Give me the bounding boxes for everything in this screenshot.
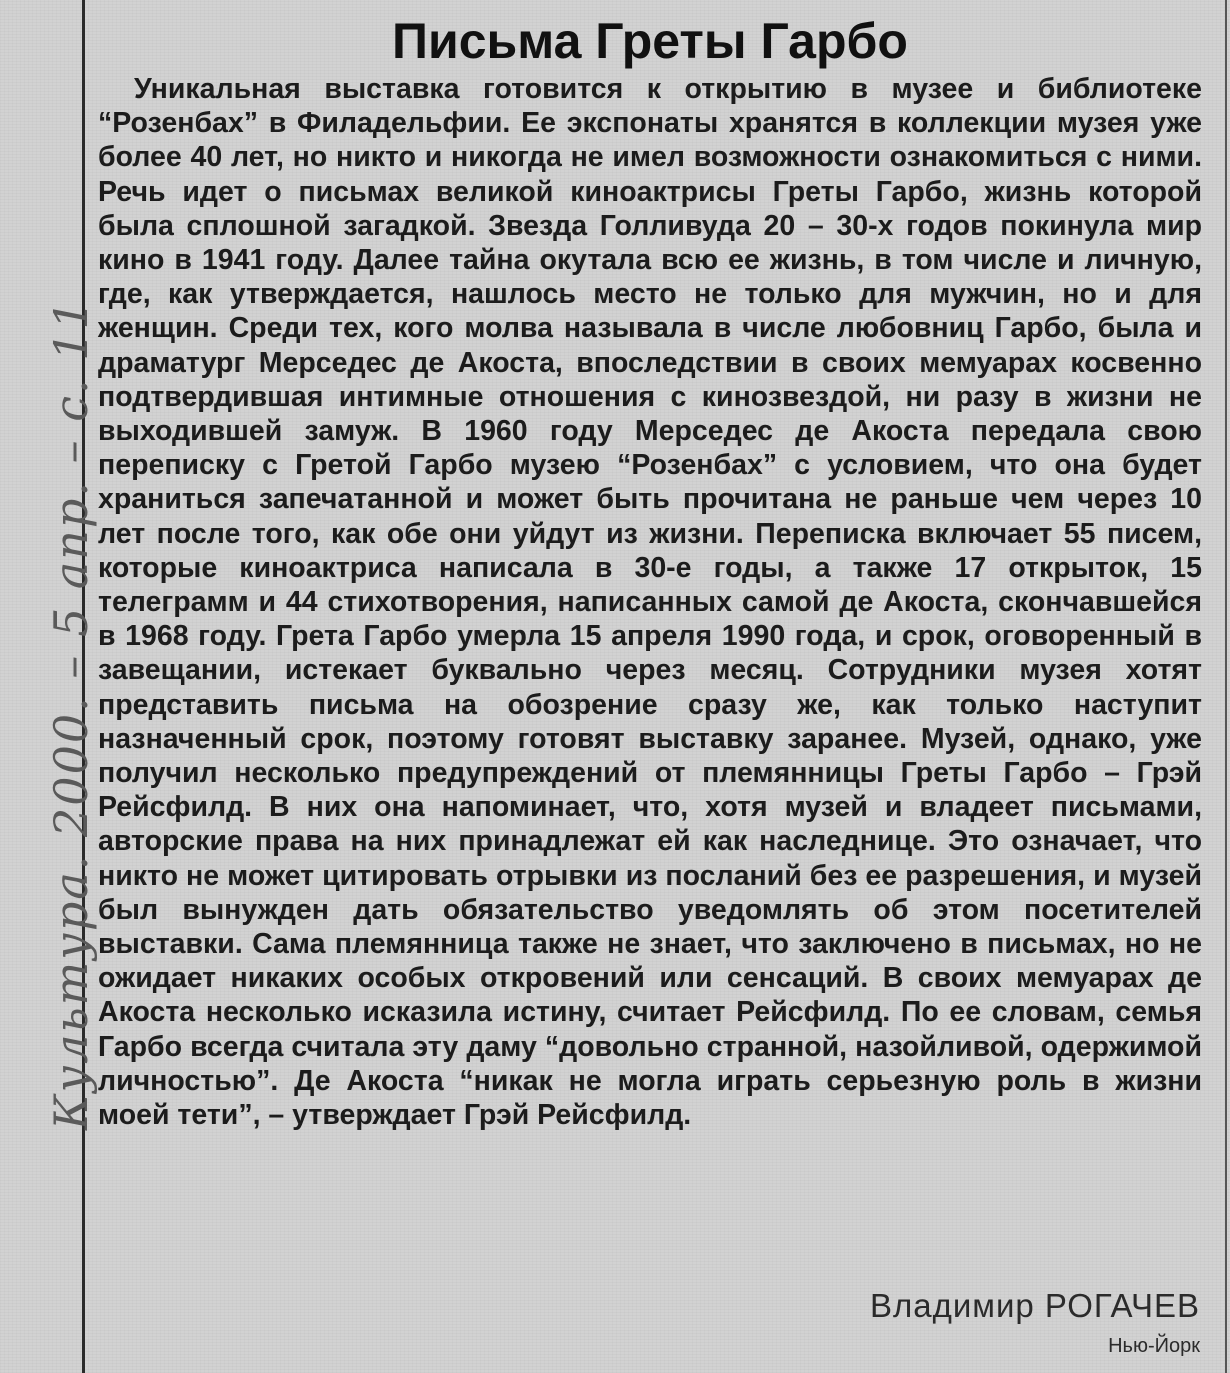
handwritten-source-note: Культура. 2000. – 5 апр. – с. 11	[44, 298, 98, 1130]
article-body: Уникальная выставка готовится к открытию в музее и библиотеке “Розенбах” в Филадельфии. Ее экспонаты хранятся в коллекции музея уже более 40 лет, но никто и никогда не имел возможности ознакомиться с ними. Речь идет о письмах великой киноактрисы Греты Гарбо, жизнь которой была сплошной загадкой. Звезда Голливуда 20 – 30-х годов покинула мир кино в 1941 году. Далее тайна окутала всю ее жизнь, в том числе и личную, где, как утверждается, нашлось место не только для мужчин, но и для женщин. Среди тех, кого молва называла в числе любовниц Гарбо, была и драматург Мерседес де Акоста, впоследствии в своих мемуарах косвенно подтвердившая интимные отношения с кинозвездой, ни разу в жизни не выходившей замуж. В 1960 году Мерседес де Акоста передала свою переписку с Гретой Гарбо музею “Розенбах” с условием, что она будет храниться запечатанной и может быть прочитана не раньше чем через 10 лет после того, как обе они уйдут из жизни. Переписка включает 55 писем, которые киноактриса написала в 30-е годы, а также 17 открыток, 15 телеграмм и 44 стихотворения, написанных самой де Акоста, скончавшейся в 1968 году. Грета Гарбо умерла 15 апреля 1990 года, и срок, оговоренный в завещании, истекает буквально через месяц. Сотрудники музея хотят представить письма на обозрение сразу же, как только наступит назначенный срок, поэтому готовят выставку заранее. Музей, однако, уже получил несколько предупреждений от племянницы Греты Гарбо – Грэй Рейсфилд. В них она напоминает, что, хотя музей и владеет письмами, авторские права на них принадлежат ей как наследнице. Это означает, что никто не может цитировать отрывки из посланий без ее разрешения, и музей был вынужден дать обязательство уведомлять об этом посетителей выставки. Сама племянница также не знает, что заключено в письмах, но не ожидает никаких особых откровений или сенсаций. В своих мемуарах де Акоста несколько исказила истину, считает Рейсфилд. По ее словам, семья Гарбо всегда считала эту даму “довольно странной, назойливой, одержимой личностью”. Де Акоста “никак не могла играть серьезную роль в жизни моей тети”, – утверждает Грэй Рейсфилд.	[98, 73, 1202, 1132]
author-byline: Владимир РОГАЧЕВ	[869, 1287, 1200, 1324]
dateline-location: Нью-Йорк	[1108, 1335, 1200, 1357]
article-title: Письма Греты Гарбо	[392, 13, 908, 69]
clipping-edge	[1225, 0, 1227, 1373]
